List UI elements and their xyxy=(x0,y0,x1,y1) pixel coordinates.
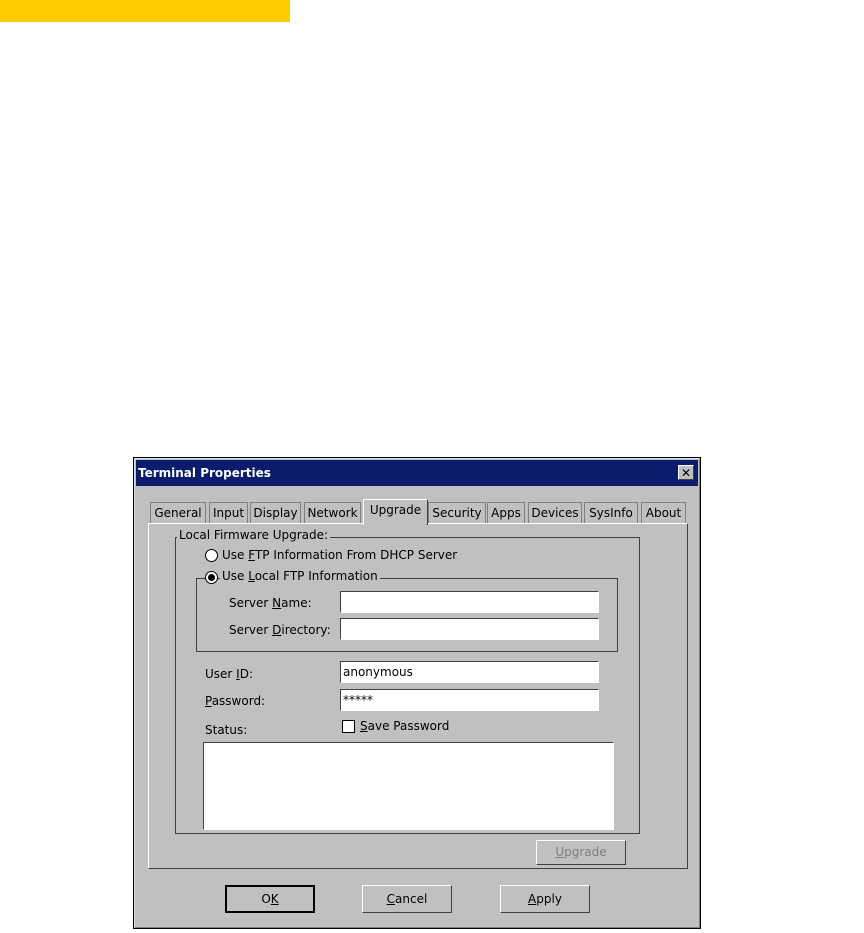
close-icon[interactable]: ✕ xyxy=(678,465,694,480)
status-label: Status: xyxy=(205,723,248,737)
user-id-label: User ID: xyxy=(205,667,254,681)
dhcp-ftp-radio[interactable] xyxy=(205,549,218,562)
server-name-label: Server Name: xyxy=(229,596,312,610)
tab-network[interactable]: Network xyxy=(304,502,361,523)
local-ftp-radio[interactable] xyxy=(205,571,218,584)
user-id-input[interactable] xyxy=(340,661,599,683)
server-name-input[interactable] xyxy=(340,591,599,613)
server-directory-label: Server Directory: xyxy=(229,623,331,637)
dialog-title: Terminal Properties xyxy=(138,466,271,480)
ok-button[interactable]: OK xyxy=(225,885,315,913)
tab-about[interactable]: About xyxy=(641,502,686,523)
yellow-highlight-bar xyxy=(0,0,290,22)
status-textarea[interactable] xyxy=(203,742,614,830)
save-password-label[interactable]: Save Password xyxy=(360,719,450,733)
local-ftp-group xyxy=(196,578,618,652)
upgrade-button[interactable]: Upgrade xyxy=(536,840,626,865)
cancel-button[interactable]: Cancel xyxy=(362,885,452,913)
tab-input[interactable]: Input xyxy=(209,502,248,523)
tab-display[interactable]: Display xyxy=(250,502,301,523)
title-bar xyxy=(136,460,698,486)
tab-devices[interactable]: Devices xyxy=(528,502,582,523)
save-password-checkbox[interactable] xyxy=(342,720,355,733)
tab-security[interactable]: Security xyxy=(428,502,486,523)
password-label: Password: xyxy=(205,694,266,708)
local-firmware-upgrade-legend: Local Firmware Upgrade: xyxy=(179,528,329,542)
password-input[interactable] xyxy=(340,689,599,711)
terminal-properties-dialog xyxy=(133,457,701,929)
dhcp-ftp-radio-label[interactable]: Use FTP Information From DHCP Server xyxy=(222,548,458,562)
upgrade-tab-panel xyxy=(148,523,688,869)
local-ftp-radio-label[interactable]: Use Local FTP Information xyxy=(222,569,378,583)
tab-apps[interactable]: Apps xyxy=(487,502,525,523)
server-directory-input[interactable] xyxy=(340,618,599,640)
tab-sysinfo[interactable]: SysInfo xyxy=(584,502,638,523)
apply-button[interactable]: Apply xyxy=(500,885,590,913)
tab-general[interactable]: General xyxy=(150,502,206,523)
tab-upgrade[interactable]: Upgrade xyxy=(363,499,428,525)
